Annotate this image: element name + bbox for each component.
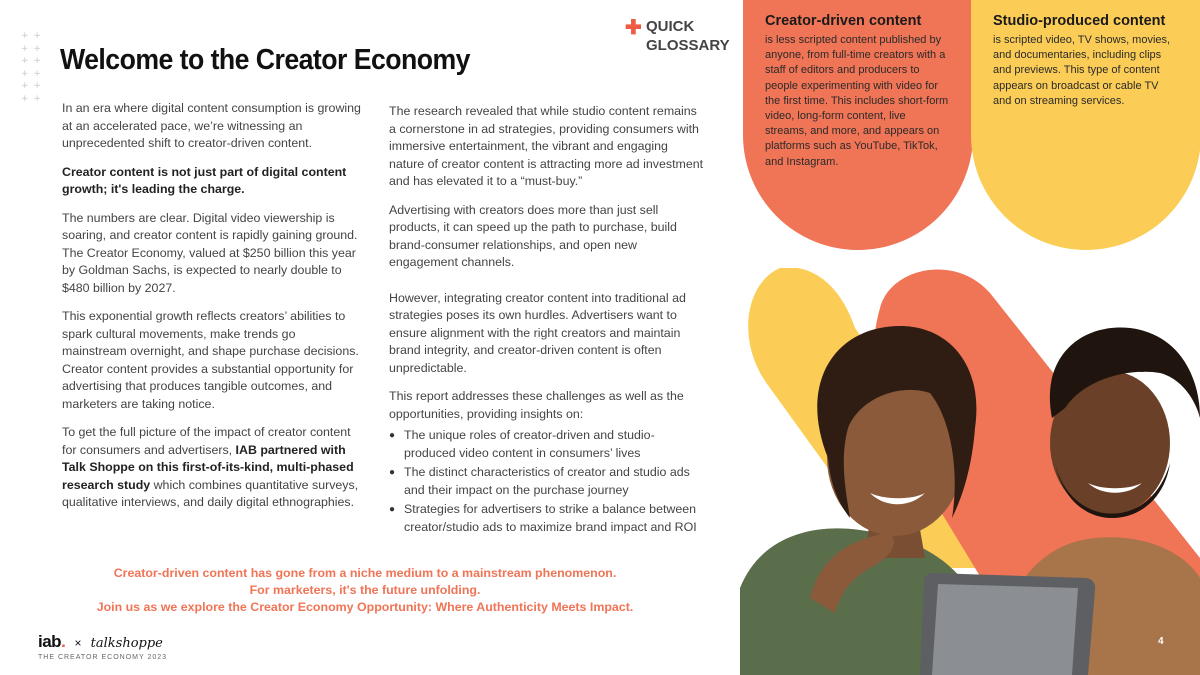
decorative-plus-grid: + + + + + + + + + + + +: [21, 31, 42, 104]
callout-line-2: For marketers, it's the future unfolding.: [249, 583, 481, 597]
research-paragraph: The research revealed that while studio content remains a cornerstone in ad strategies, providing consumers with immersive entertainment, the vibrant and engaging nature of creator content is attracting more ad investment and has elevated it to a “must-buy.”: [389, 104, 704, 188]
page-number: 4: [1158, 636, 1164, 647]
list-item: ● The unique roles of creator-driven and studio-produced video content in consumers’ lives: [389, 428, 655, 460]
iab-logo: iab.: [38, 632, 66, 651]
closing-callout: [62, 565, 668, 616]
glossary-label: QUICK GLOSSARY: [646, 18, 730, 54]
intro-column-left: [62, 100, 362, 523]
intro-paragraph-numbers: The numbers are clear. Digital video viewership is soaring, and creator content is rapidly gaining ground. The Creator Economy, valued at $250 billion this year by Goldman Sachs, is expected to nearly double to $480 billion by 2027.: [62, 210, 358, 295]
glossary-card-studio: [971, 0, 1200, 250]
intro-paragraph-1: In an era where digital content consumption is growing at an accelerated pace, we’re witnessing an unprecedented shift to creator-driven content.: [62, 101, 361, 150]
footer-logo: [38, 632, 163, 652]
hero-photo: [740, 268, 1200, 675]
creator-card-body: is less scripted content published by anyone, from full-time creators with a staff of editors and producers to people experimenting with video for the first time. This includes short-form video, long-form content, live streams, and more, and appears on platforms such as YouTube, TikTok, and Instagram.: [765, 34, 949, 168]
tablet-device: [920, 573, 1095, 675]
bullet-icon: ●: [389, 504, 396, 515]
report-paragraph: This report addresses these challenges as well as the opportunities, providing insights on:: [389, 389, 684, 421]
intro-column-right: [389, 103, 704, 538]
intro-paragraph-study: [62, 424, 362, 512]
footer-subtitle: THE CREATOR ECONOMY 2023: [38, 654, 168, 661]
list-item: ● Strategies for advertisers to strike a balance between creator/studio ads to maximize brand impact and ROI: [389, 502, 697, 534]
study-text-start: To get the full picture of the impact of creator content for consumers and advertisers,: [62, 425, 351, 457]
glossary-card-creator: [743, 0, 973, 250]
studio-card-title: Studio-produced content: [993, 13, 1166, 29]
study-text-end: which combines quantitative surveys, qualitative interviews, and daily digital ethnographies.: [62, 477, 359, 509]
talkshoppe-logo: talkshoppe: [90, 636, 163, 651]
list-item: ● The distinct characteristics of creator and studio ads and their impact on the purchase journey: [389, 465, 690, 497]
insights-list: [389, 427, 704, 536]
creator-card-title: Creator-driven content: [765, 13, 922, 29]
intro-paragraph-growth: This exponential growth reflects creators’ abilities to spark cultural movements, make trends go mainstream overnight, and shape purchase decisions. Creator content provides a substantial opportunity for advertising that produces tangible outcomes, and marketers are taking notice.: [62, 309, 359, 411]
callout-line-3: Join us as we explore the Creator Economy Opportunity: Where Authenticity Meets Impact.: [96, 600, 634, 614]
bullet-icon: ●: [389, 430, 396, 441]
studio-card-body: is scripted video, TV shows, movies, and documentaries, including clips and previews. This type of content appears on broadcast or cable TV and on streaming services.: [993, 34, 1171, 107]
cross-mark-icon: ×: [74, 636, 82, 650]
hurdles-paragraph: However, integrating creator content into traditional ad strategies poses its own hurdles. Advertisers want to ensure alignment with the right creators and maintain brand integrity, and creator-driven content is often unpredictable.: [389, 290, 686, 375]
plus-icon: ✚: [625, 17, 642, 39]
study-text-bold: IAB partnered with Talk Shoppe on this first-of-its-kind, multi-phased research study: [62, 442, 354, 492]
callout-line-1: Creator-driven content has gone from a niche medium to a mainstream phenomenon.: [113, 566, 617, 580]
intro-highlight: Creator content is not just part of digital content growth; it's leading the charge.: [62, 164, 347, 196]
advertising-paragraph: Advertising with creators does more than just sell products, it can speed up the path to purchase, build brand-consumer relationships, and open new engagement channels.: [389, 202, 677, 269]
page-title: Welcome to the Creator Economy: [60, 44, 470, 76]
bullet-icon: ●: [389, 467, 396, 478]
